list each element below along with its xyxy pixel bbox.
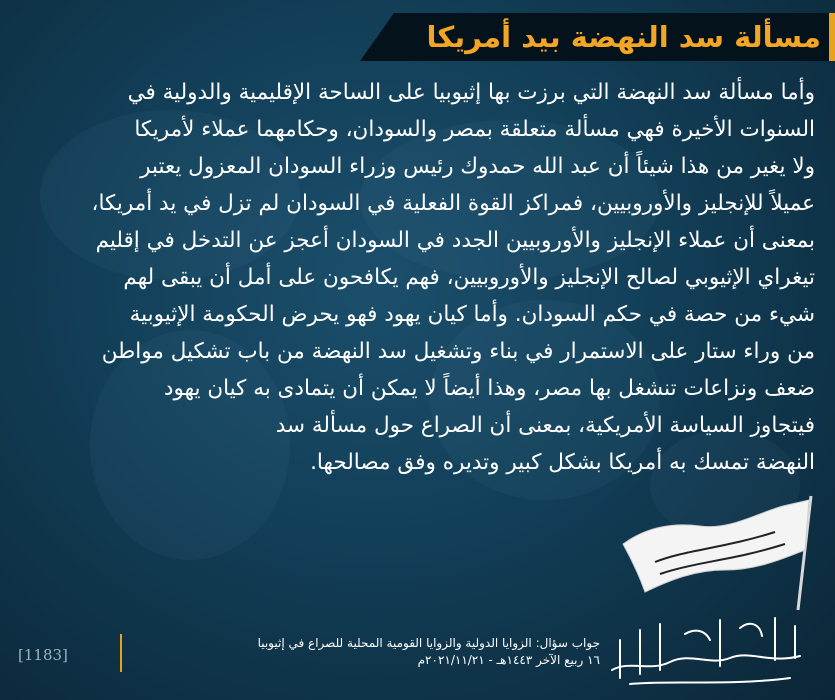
footer-divider [120,634,122,672]
paragraph-line: شيء من حصة في حكم السودان. وأما كيان يهود فهو يحرض الحكومة الإثيوبية [129,302,815,327]
footer-source-line: جواب سؤال: الزوايا الدولية والزوايا القومية المحلية للصراع في إثيوبيا [257,636,600,650]
title-accent-stripe [829,13,835,61]
paragraph-line: تيغراي الإثيوبي لصالح الإنجليز والأوروبيين، فهم يكافحون على أمل أن يبقى لهم [123,265,815,290]
footer-citation [130,635,600,669]
paragraph-line: وأما مسألة سد النهضة التي برزت بها إثيوبيا على الساحة الإقليمية والدولية في [127,80,815,105]
paragraph-line: فيتجاوز السياسة الأمريكية، بمعنى أن الصراع حول مسألة سد [275,413,815,438]
paragraph-line: بمعنى أن عملاء الإنجليز والأوروبيين الجدد في السودان أعجز عن التدخل في إقليم [95,228,815,253]
paragraph-line: النهضة تمسك به أمريكا بشكل كبير وتديره وفق مصالحها. [310,450,815,475]
footer-date-line: ١٦ ربيع الآخر ١٤٤٣هـ - ٢٠٢١/١١/٢١م [417,653,600,667]
article-paragraph [28,74,815,481]
paragraph-line: ضعف ونزاعات تنشغل بها مصر، وهذا أيضاً لا يمكن أن يتمادى به كيان يهود [163,376,815,401]
page-title: مسألة سد النهضة بيد أمريكا [426,20,821,54]
paragraph-line: عميلاً للإنجليز والأوروبيين، فمراكز القوة الفعلية في السودان لم تزل في يد أمريكا، [91,191,815,216]
paragraph-line: السنوات الأخيرة فهي مسألة متعلقة بمصر والسودان، وحكامهما عملاء لأمريكا [134,117,815,142]
white-flag-icon [615,492,820,612]
page-number: [1183] [18,646,68,664]
paragraph-line: ولا يغير من هذا شيئاً أن عبد الله حمدوك رئيس وزراء السودان المعزول يعتبر [140,154,815,179]
paragraph-line: من وراء ستار على الاستمرار في بناء وتشغيل سد النهضة من باب تشكيل مواطن [101,339,815,364]
calligraphy-logo-icon [600,600,820,692]
